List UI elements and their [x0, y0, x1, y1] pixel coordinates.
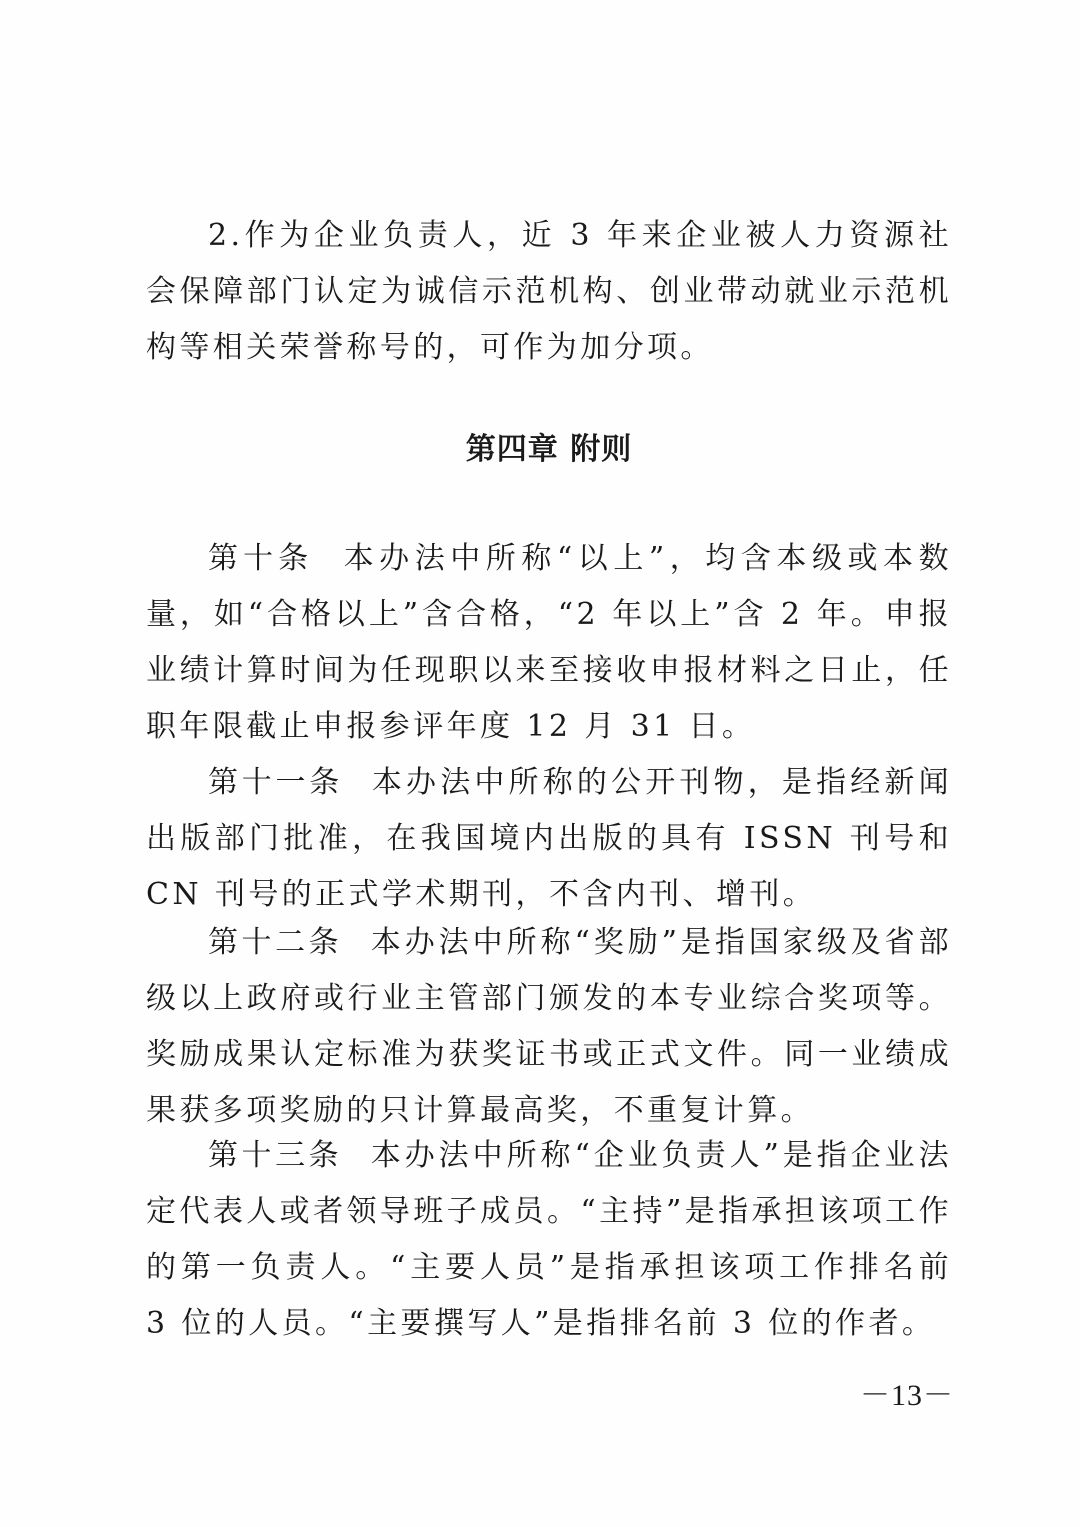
article-11	[146, 755, 952, 923]
article-13	[146, 1128, 952, 1352]
article-13-label: 第十三条	[208, 1138, 343, 1173]
article-10-text: 本办法中所称“以上”，均含本级或本数量，如“合格以上”含合格，“2 年以上”含 2 年。申报业绩计算时间为任现职以来至接收申报材料之日止，任职年限截止申报参评年度 12 月 31 日。	[146, 541, 953, 744]
article-13-text: 本办法中所称“企业负责人”是指企业法定代表人或者领导班子成员。“主持”是指承担该项工作的第一负责人。“主要人员”是指承担该项工作排名前 3 位的人员。“主要撰写人”是指排名前 3 位的作者。	[146, 1138, 953, 1341]
article-10	[146, 531, 952, 755]
article-11-text: 本办法中所称的公开刊物，是指经新闻出版部门批准，在我国境内出版的具有 ISSN 刊号和 CN 刊号的正式学术期刊，不含内刊、增刊。	[146, 765, 952, 912]
paragraph-item-2: 2.作为企业负责人，近 3 年来企业被人力资源社会保障部门认定为诚信示范机构、创业带动就业示范机构等相关荣誉称号的，可作为加分项。	[146, 218, 952, 365]
article-12-text: 本办法中所称“奖励”是指国家级及省部级以上政府或行业主管部门颁发的本专业综合奖项等。奖励成果认定标准为获奖证书或正式文件。同一业绩成果获多项奖励的只计算最高奖，不重复计算。	[146, 925, 953, 1128]
article-12-label: 第十二条	[208, 925, 343, 960]
article-11-label: 第十一条	[208, 765, 344, 800]
page-number: －13－	[860, 1379, 954, 1412]
article-10-label: 第十条	[208, 541, 314, 576]
article-12	[146, 915, 952, 1139]
chapter-heading: 第四章 附则	[465, 432, 633, 467]
